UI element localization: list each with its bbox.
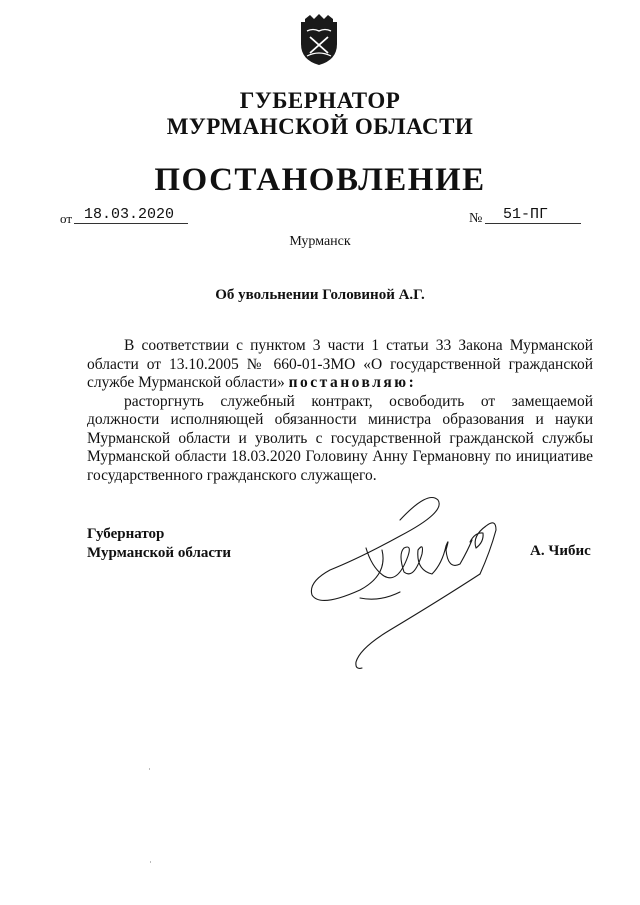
org-name-line2: МУРМАНСКОЙ ОБЛАСТИ: [166, 114, 474, 139]
decree-paragraph: расторгнуть служебный контракт, освободить от замещаемой должности исполняющей обязанности министра образования и науки Мурманской области и уволить с государственной гражданской службы Мурманской области 18.03.2020 Головину Анну Германовну по инициативе государственного гражданского служащего.: [87, 392, 593, 484]
signatory-name: А. Чибис: [530, 543, 591, 559]
document-date: 18.03.2020: [74, 206, 188, 224]
scan-speck: [150, 861, 151, 863]
coat-of-arms-icon: [297, 14, 341, 66]
city-name: Мурманск: [289, 234, 351, 249]
document-body: [87, 337, 593, 485]
document-subject: Об увольнении Головиной А.Г.: [215, 287, 425, 303]
decree-keyword: постановляю:: [288, 374, 417, 391]
signatory-title: [87, 525, 231, 563]
signatory-title-line1: Губернатор: [87, 526, 165, 542]
scan-speck: [149, 768, 150, 770]
handwritten-signature: [300, 490, 520, 680]
number-label: №: [469, 211, 483, 226]
date-label: от: [60, 211, 73, 226]
preamble-text: В соответствии с пунктом 3 части 1 статьи 33 Закона Мурманской области от 13.10.2005 № 660-01-ЗМО «О государственной гражданской службе Мурманской области»: [87, 337, 593, 391]
preamble-paragraph: [87, 337, 593, 393]
document-number: 51-ПГ: [485, 206, 581, 224]
document-type-title: ПОСТАНОВЛЕНИЕ: [154, 162, 486, 198]
signatory-title-line2: Мурманской области: [87, 545, 232, 561]
org-name-line1: ГУБЕРНАТОР: [239, 88, 401, 113]
